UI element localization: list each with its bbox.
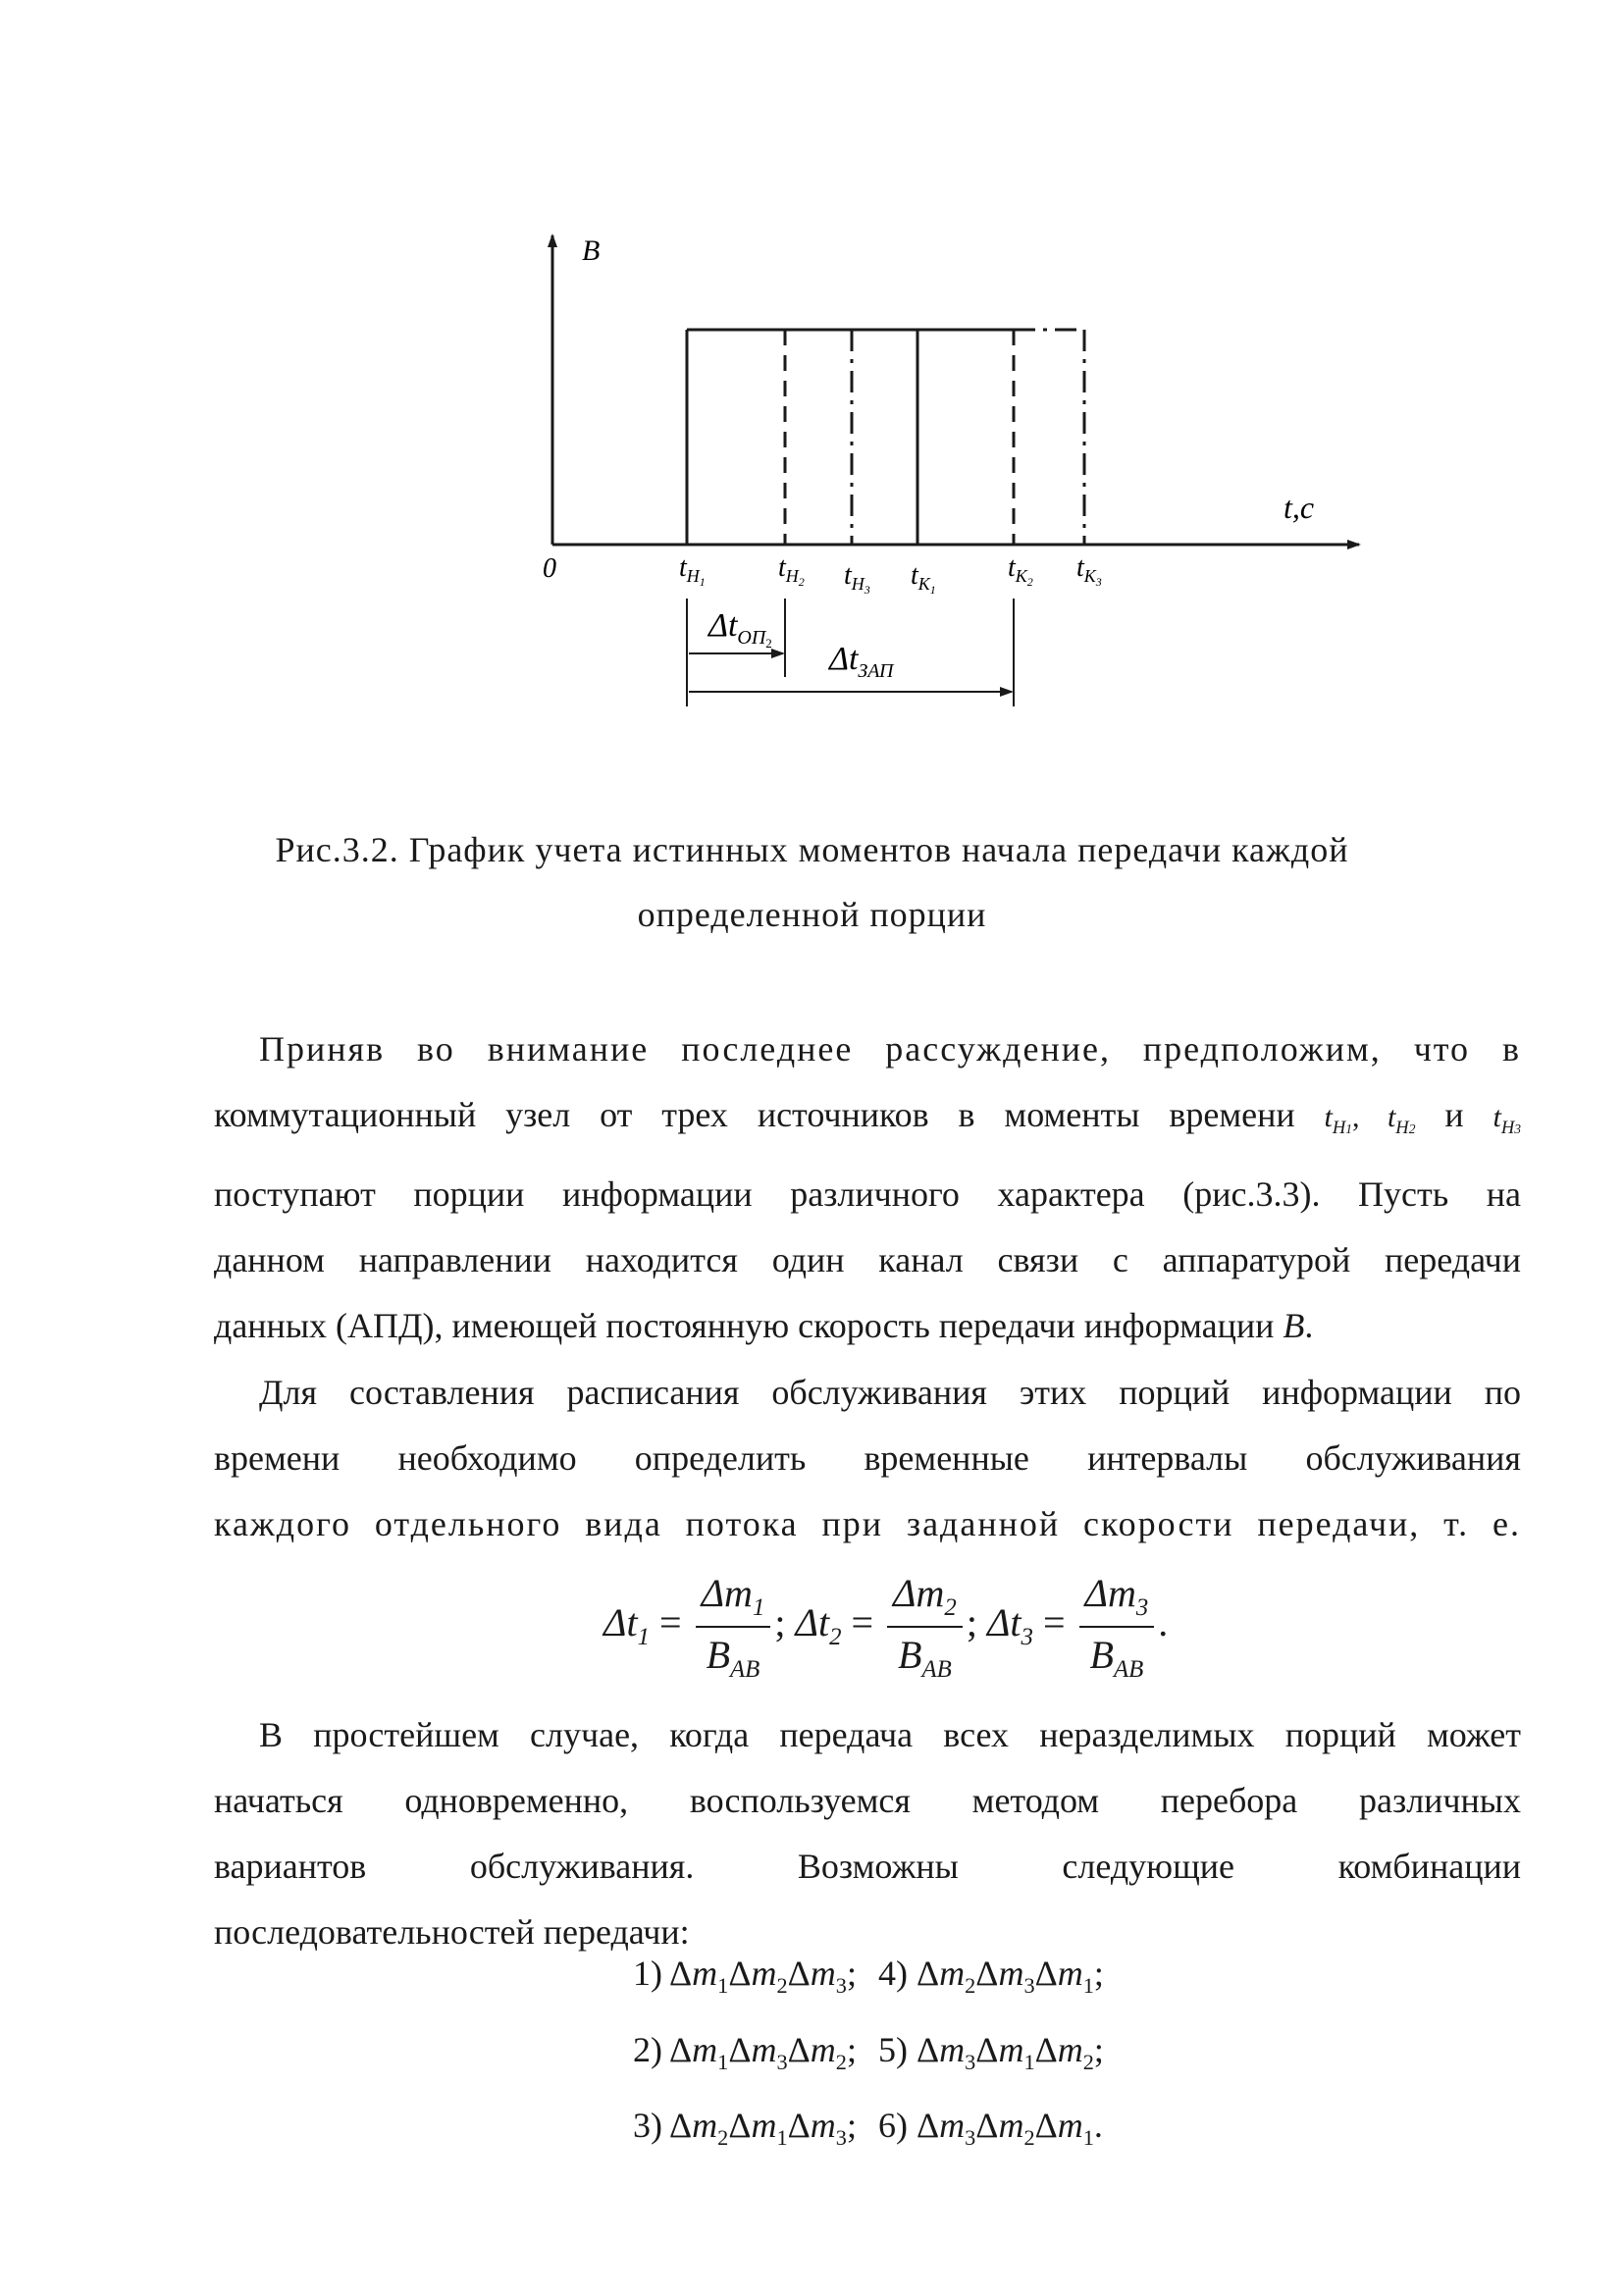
- formula-item-1: $\Delta t_1$ = $\frac{\Delta m_1}{B_{AB}}$ ;: [603, 1571, 786, 1683]
- para2-line2: времени необходимо определить временные интервалы обслуживания: [214, 1438, 1521, 1478]
- combo-left-number: 2): [633, 2030, 662, 2069]
- combination-row: [633, 1953, 1104, 1999]
- combo-left-sep: ;: [846, 1954, 857, 1993]
- combo-right-sep: .: [1093, 2106, 1103, 2145]
- tick-label-tH3: $t_H3$: [844, 560, 870, 597]
- y-axis-label: B: [582, 235, 601, 267]
- para1-line5-dot: .: [1304, 1306, 1314, 1345]
- combo-right-sep: ;: [1093, 2030, 1104, 2069]
- para1-line5: [214, 1293, 1521, 1359]
- combo-right-sep: ;: [1093, 1954, 1104, 1993]
- para1-line2: [214, 1082, 1521, 1162]
- para3-line4: последовательностей передачи:: [214, 1912, 690, 1952]
- combo-left-number: 3): [633, 2106, 662, 2145]
- combo-right-number: 5): [877, 2030, 908, 2069]
- combo-right-sequence: $\Delta m_3\Delta m_1\Delta m_2$: [916, 2030, 1094, 2075]
- para1-line1: Приняв во внимание последнее рассуждение, предположим, что в: [259, 1029, 1521, 1069]
- var-B: B: [1283, 1306, 1305, 1345]
- interval-op-label: $\Delta t_{ОП}2$: [708, 607, 772, 651]
- combo-left-number: 1): [633, 1954, 662, 1993]
- formula-item-3: $\Delta t_3$ = $\frac{\Delta m_3}{B_{AB}}$ .: [986, 1571, 1169, 1683]
- tick-label-tK1: $t_K1$: [911, 560, 936, 597]
- tick-label-tK3: $t_K3$: [1076, 552, 1102, 589]
- combo-right-sequence: $\Delta m_3\Delta m_2\Delta m_1$: [916, 2106, 1094, 2151]
- paragraph-3: [214, 1702, 1521, 1965]
- origin-label: 0: [543, 553, 556, 584]
- formula-item-2: $\Delta t_2$ = $\frac{\Delta m_2}{B_{AB}}$ ;: [795, 1571, 977, 1683]
- tick-label-tK2: $t_K2$: [1008, 552, 1033, 589]
- tick-label-tH1: $t_H1$: [679, 552, 706, 589]
- timing-diagram: [0, 0, 1624, 785]
- combo-right-number: 4): [877, 1954, 908, 1993]
- combo-left-sep: ;: [846, 2106, 857, 2145]
- figure-caption-line2: определенной порции: [637, 895, 987, 934]
- para2-line1: Для составления расписания обслуживания этих порций информации по: [259, 1373, 1521, 1412]
- combo-left-sequence: $\Delta m_1\Delta m_2\Delta m_3$: [669, 1954, 847, 1999]
- para1-line4: данном направлении находится один канал связи с аппаратурой передачи: [214, 1240, 1521, 1279]
- figure-caption-line1: Рис.3.2. График учета истинных моментов начала передачи каждой: [275, 830, 1349, 869]
- combo-left-sequence: $\Delta m_1\Delta m_3\Delta m_2$: [669, 2030, 847, 2075]
- paragraph-1: [214, 1017, 1521, 1359]
- para3-line3: вариантов обслуживания. Возможны следующие комбинации: [214, 1847, 1521, 1886]
- paragraph-2: [214, 1360, 1521, 1557]
- tick-label-tH2: $t_H2$: [778, 552, 805, 589]
- combo-right-sequence: $\Delta m_2\Delta m_3\Delta m_1$: [916, 1954, 1094, 1999]
- para2-line3: каждого отдельного вида потока при заданной скорости передачи, т. е.: [214, 1504, 1521, 1543]
- combo-left-sequence: $\Delta m_2\Delta m_1\Delta m_3$: [669, 2106, 847, 2151]
- combination-row: [633, 2105, 1103, 2151]
- var-tH1: $t_{H1}$, $t_{H2}$: [1324, 1101, 1416, 1138]
- para3-line1: В простейшем случае, когда передача всех неразделимых порций может: [259, 1715, 1521, 1754]
- var-tH3: $t_{H3}$: [1493, 1101, 1522, 1138]
- para1-line2-and: и: [1444, 1095, 1464, 1134]
- combo-right-number: 6): [877, 2106, 908, 2145]
- para1-line5-text: данных (АПД), имеющей постоянную скорость передачи информации: [214, 1306, 1275, 1345]
- para3-line2: начаться одновременно, воспользуемся методом перебора различных: [214, 1781, 1521, 1820]
- combination-row: [633, 2029, 1104, 2075]
- para1-line2-text: коммутационный узел от трех источников в моменты времени: [214, 1095, 1295, 1134]
- combo-left-sep: ;: [846, 2030, 857, 2069]
- interval-zap-label: $\Delta t_{ЗАП}$: [829, 641, 894, 682]
- para1-line3: поступают порции информации различного характера (рис.3.3). Пусть на: [214, 1174, 1521, 1214]
- x-axis-label: t,c: [1283, 490, 1315, 525]
- interval-formula: [603, 1570, 1168, 1684]
